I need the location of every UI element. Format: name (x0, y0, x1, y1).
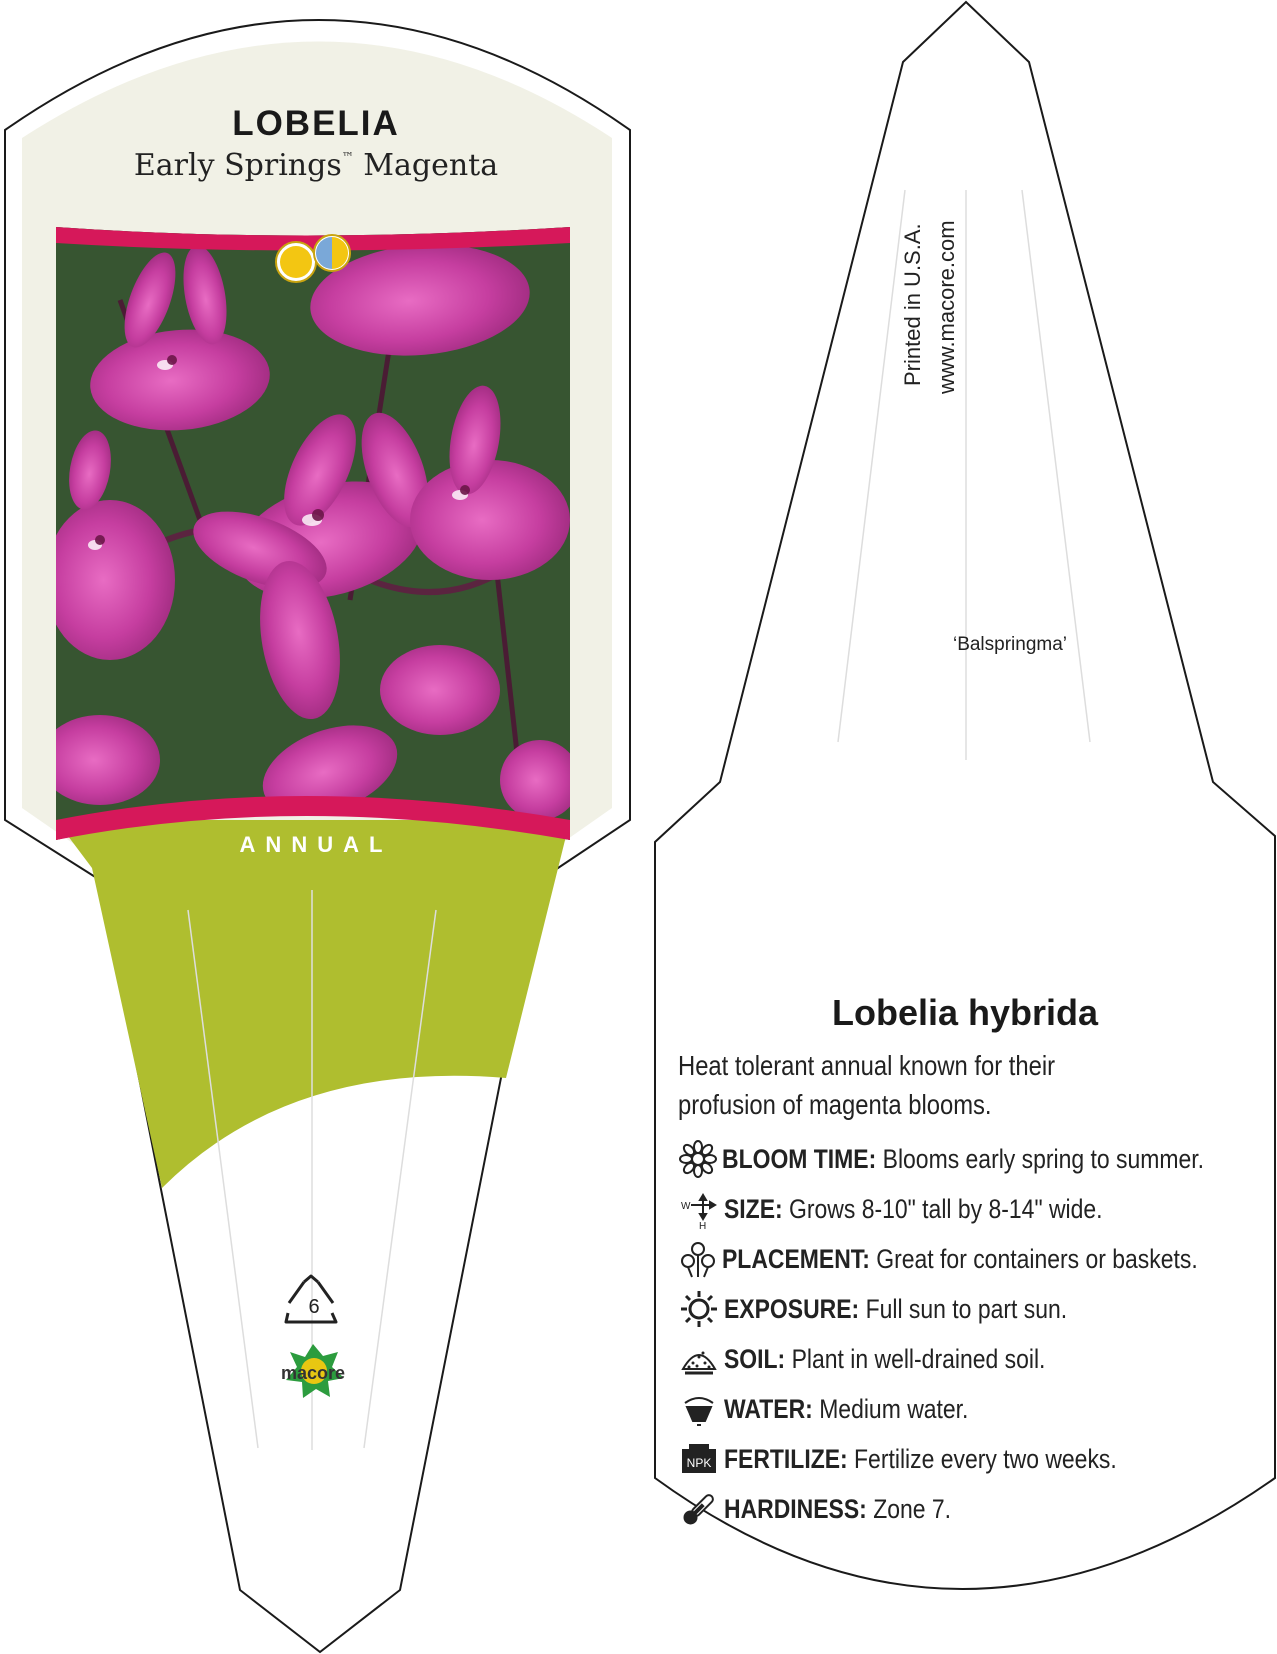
care-label: PLACEMENT: (722, 1243, 870, 1274)
brand-logo-text: macore (280, 1363, 346, 1383)
care-value: Blooms early spring to summer. (876, 1143, 1205, 1174)
svg-text:NPK: NPK (686, 1456, 712, 1470)
care-row-placement (678, 1234, 1277, 1284)
plants-icon (678, 1238, 718, 1280)
care-value: Medium water. (812, 1393, 969, 1424)
plant-name-title: LOBELIA (232, 104, 400, 143)
care-label: BLOOM TIME: (722, 1143, 877, 1174)
care-row-hardiness (678, 1484, 1277, 1534)
watering-can-icon (678, 1388, 720, 1430)
soil-icon (678, 1338, 720, 1380)
botanical-name: Lobelia hybrida (831, 992, 1099, 1033)
care-row-bloom-time (678, 1134, 1277, 1184)
care-row-size (678, 1184, 1277, 1234)
care-label: HARDINESS: (724, 1493, 867, 1524)
care-label: SOIL: (724, 1343, 786, 1374)
flower-photo (40, 227, 580, 840)
care-row-fertilize (678, 1434, 1277, 1484)
care-label: EXPOSURE: (724, 1293, 860, 1324)
cultivar-name: ‘Balspringma’ (952, 634, 1068, 655)
care-label: FERTILIZE: (724, 1443, 848, 1474)
care-value: Plant in well-drained soil. (785, 1343, 1046, 1374)
care-row-exposure (678, 1284, 1277, 1334)
care-value: Great for containers or baskets. (869, 1243, 1198, 1274)
care-list (678, 1134, 1277, 1534)
svg-text:W: W (681, 1201, 691, 1212)
recycle-number: 6 (308, 1296, 320, 1318)
size-icon (678, 1188, 720, 1230)
variety-subtitle (0, 148, 632, 183)
care-value: Fertilize every two weeks. (847, 1443, 1117, 1474)
variety-color: Magenta (363, 148, 499, 183)
care-row-water (678, 1384, 1277, 1434)
npk-icon (678, 1438, 720, 1480)
plant-description: Heat tolerant annual known for their profusion of magenta blooms. (678, 1050, 1056, 1120)
care-value: Zone 7. (866, 1493, 952, 1524)
variety-series: Early Springs (133, 148, 342, 183)
plant-type-label: ANNUAL (239, 832, 393, 857)
care-row-soil (678, 1334, 1277, 1384)
flower-icon (678, 1138, 718, 1180)
svg-text:H: H (699, 1221, 707, 1229)
printed-in-text: Printed in U.S.A. (900, 223, 925, 386)
care-value: Full sun to part sun. (859, 1293, 1068, 1324)
care-label: SIZE: (724, 1193, 783, 1224)
website-text: www.macore.com (934, 220, 959, 394)
thermometer-icon (678, 1488, 720, 1530)
trademark-mark: ™ (341, 150, 354, 164)
sun-icon (678, 1288, 720, 1330)
care-label: WATER: (724, 1393, 813, 1424)
care-value: Grows 8-10" tall by 8-14" wide. (782, 1193, 1103, 1224)
